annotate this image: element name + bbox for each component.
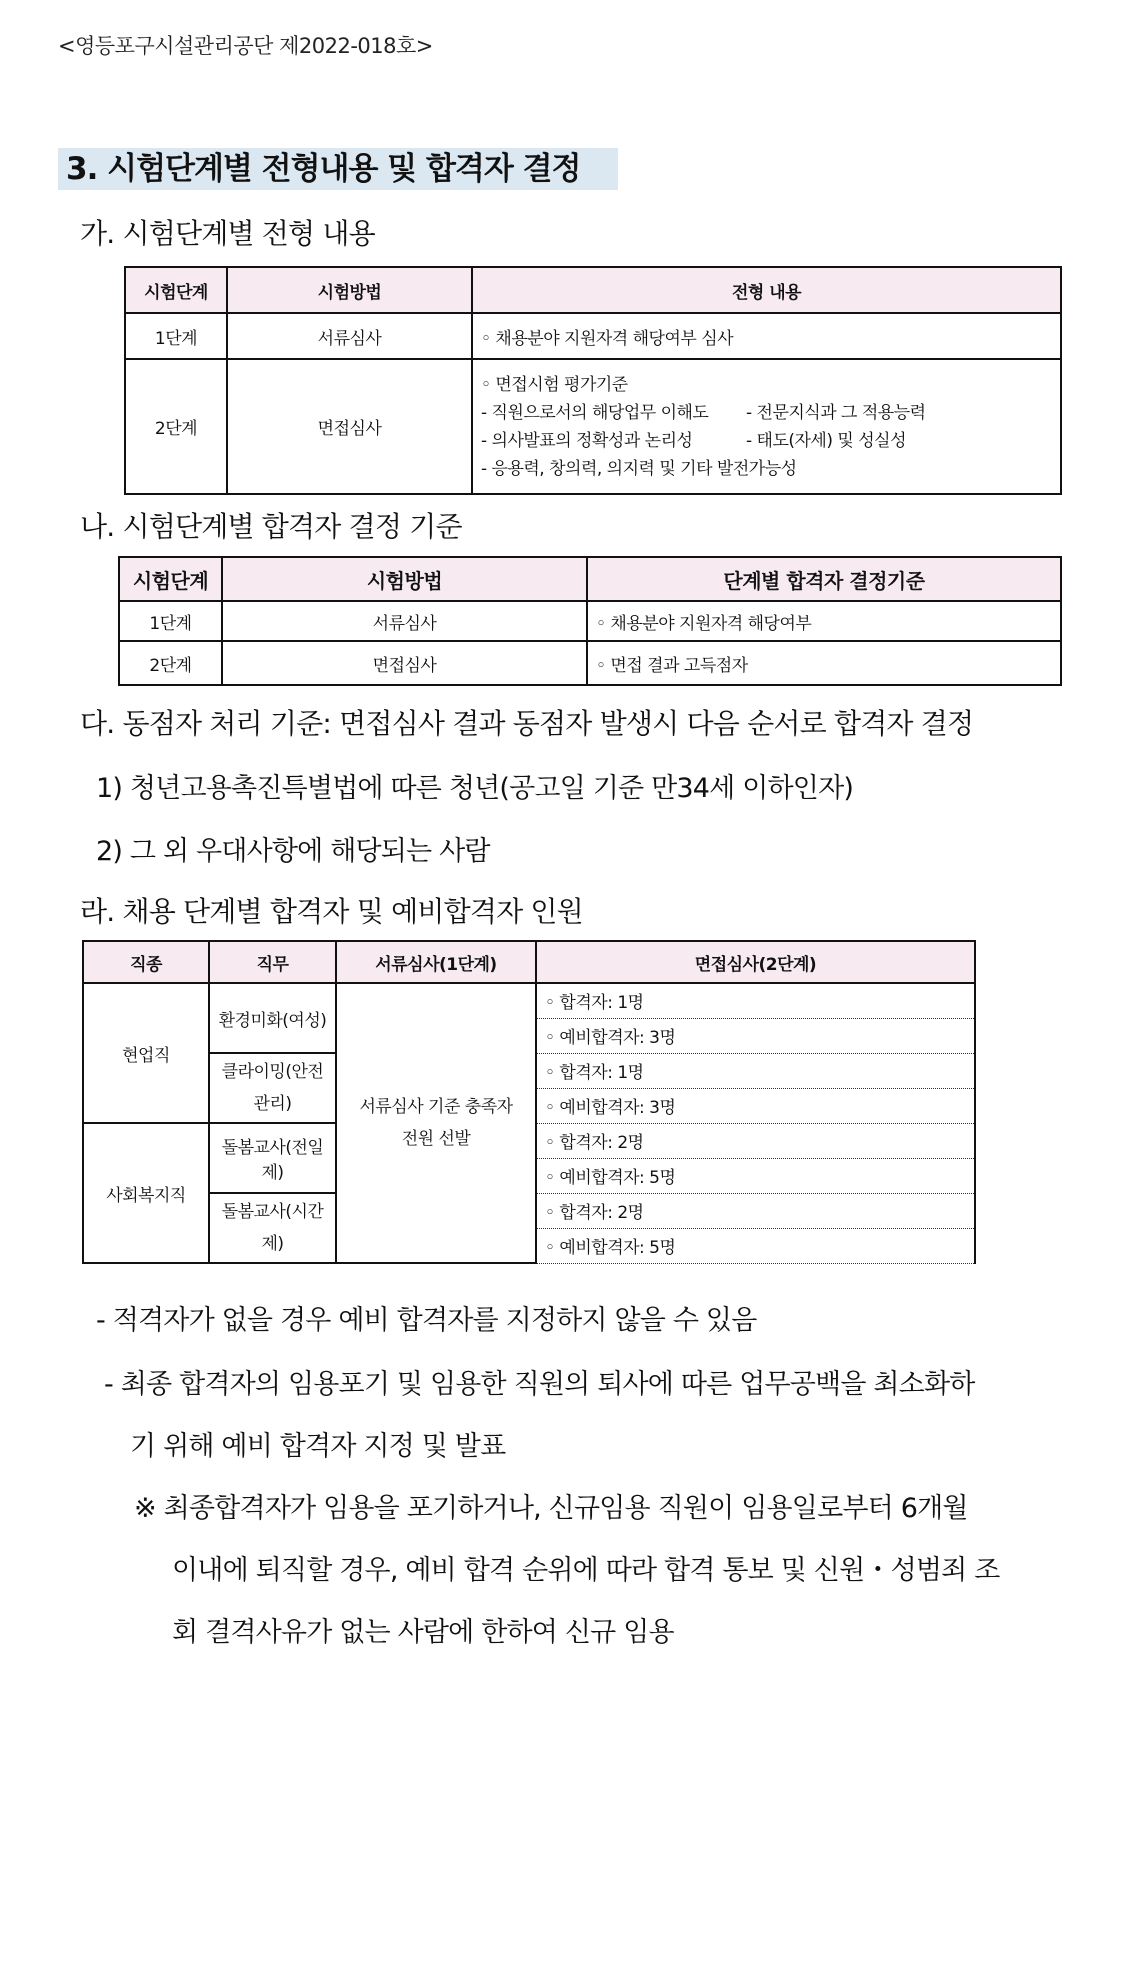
subsection-ga: 가. 시험단계별 전형 내용 bbox=[80, 217, 375, 250]
criteria-line bbox=[481, 399, 1052, 427]
criteria-item: - 의사발표의 정확성과 논리성 bbox=[481, 430, 693, 451]
doc-review-cell bbox=[336, 983, 536, 1263]
method-cell: 면접심사 bbox=[222, 641, 587, 685]
document-number: <영등포구시설관리공단 제2022-018호> bbox=[58, 34, 433, 58]
headcount-table bbox=[82, 940, 976, 1264]
content-cell: ◦ 채용분야 지원자격 해당여부 심사 bbox=[472, 313, 1061, 359]
doc-review-line: 전원 선발 bbox=[401, 1129, 471, 1149]
subsection-da: 다. 동점자 처리 기준: 면접심사 결과 동점자 발생시 다음 순서로 합격자 결정 bbox=[80, 707, 974, 740]
tie-rule-1: 1) 청년고용촉진특별법에 따른 청년(공고일 기준 만34세 이하인자) bbox=[96, 773, 854, 804]
method-cell: 서류심사 bbox=[227, 313, 472, 359]
header-job-type: 직종 bbox=[83, 941, 209, 983]
stage-cell: 2단계 bbox=[125, 359, 227, 494]
interview-cell: ◦ 합격자: 2명 bbox=[536, 1193, 975, 1228]
criteria-item: - 직원으로서의 해당업무 이해도 bbox=[481, 402, 709, 423]
interview-cell: ◦ 합격자: 1명 bbox=[536, 1053, 975, 1088]
pass-criteria-table bbox=[118, 556, 1062, 686]
criteria-line bbox=[481, 427, 1052, 455]
job-cell bbox=[209, 1053, 336, 1123]
note-no-qualified: - 적격자가 없을 경우 예비 합격자를 지정하지 않을 수 있음 bbox=[96, 1305, 757, 1336]
note-appointment-line1: ※ 최종합격자가 임용을 포기하거나, 신규임용 직원이 임용일로부터 6개월 bbox=[134, 1493, 968, 1524]
note-reserve-line1: - 최종 합격자의 임용포기 및 임용한 직원의 퇴사에 따른 업무공백을 최소화하 bbox=[104, 1369, 975, 1400]
job-label: 돌봄교사(시간 bbox=[221, 1202, 324, 1222]
doc-review-line: 서류심사 기준 충족자 bbox=[359, 1097, 513, 1117]
criteria-item: - 전문지식과 그 적용능력 bbox=[746, 402, 926, 423]
note-appointment-line3: 회 결격사유가 없는 사람에 한하여 신규 임용 bbox=[172, 1617, 674, 1648]
interview-cell: ◦ 합격자: 2명 bbox=[536, 1123, 975, 1158]
job-type-cell: 사회복지직 bbox=[83, 1123, 209, 1263]
tie-rule-2: 2) 그 외 우대사항에 해당되는 사람 bbox=[96, 836, 490, 867]
header-interview: 면접심사(2단계) bbox=[536, 941, 975, 983]
stage-cell: 2단계 bbox=[119, 641, 222, 685]
stage-cell: 1단계 bbox=[119, 601, 222, 641]
job-label: 관리) bbox=[253, 1094, 292, 1114]
stage-cell: 1단계 bbox=[125, 313, 227, 359]
stage-content-table bbox=[124, 266, 1062, 495]
header-job: 직무 bbox=[209, 941, 336, 983]
job-cell bbox=[209, 1193, 336, 1263]
header-doc-review: 서류심사(1단계) bbox=[336, 941, 536, 983]
job-label: 클라이밍(안전 bbox=[221, 1062, 324, 1082]
note-appointment-line2: 이내에 퇴직할 경우, 예비 합격 순위에 따라 합격 통보 및 신원・성범죄 조 bbox=[172, 1555, 1000, 1586]
job-cell: 환경미화(여성) bbox=[209, 983, 336, 1053]
criteria-item: - 응용력, 창의력, 의지력 및 기타 발전가능성 bbox=[481, 458, 797, 479]
job-label: 제) bbox=[261, 1234, 284, 1254]
job-cell: 돌봄교사(전일제) bbox=[209, 1123, 336, 1193]
criteria-title: ◦ 면접시험 평가기준 bbox=[481, 374, 628, 395]
header-method: 시험방법 bbox=[222, 557, 587, 601]
header-criteria: 단계별 합격자 결정기준 bbox=[587, 557, 1061, 601]
subsection-na: 나. 시험단계별 합격자 결정 기준 bbox=[80, 510, 462, 543]
section-title: 3. 시험단계별 전형내용 및 합격자 결정 bbox=[58, 148, 618, 190]
criteria-item: - 태도(자세) 및 성실성 bbox=[746, 430, 906, 451]
header-content: 전형 내용 bbox=[472, 267, 1061, 313]
header-stage: 시험단계 bbox=[125, 267, 227, 313]
subsection-ra: 라. 채용 단계별 합격자 및 예비합격자 인원 bbox=[80, 895, 583, 928]
method-cell: 면접심사 bbox=[227, 359, 472, 494]
content-cell bbox=[472, 359, 1061, 494]
header-method: 시험방법 bbox=[227, 267, 472, 313]
note-reserve-line2: 기 위해 예비 합격자 지정 및 발표 bbox=[130, 1431, 506, 1462]
interview-cell: ◦ 예비합격자: 3명 bbox=[536, 1088, 975, 1123]
job-type-cell: 현업직 bbox=[83, 983, 209, 1123]
interview-cell: ◦ 예비합격자: 5명 bbox=[536, 1228, 975, 1263]
criteria-cell: ◦ 채용분야 지원자격 해당여부 bbox=[587, 601, 1061, 641]
criteria-cell: ◦ 면접 결과 고득점자 bbox=[587, 641, 1061, 685]
interview-cell: ◦ 예비합격자: 5명 bbox=[536, 1158, 975, 1193]
interview-cell: ◦ 예비합격자: 3명 bbox=[536, 1018, 975, 1053]
method-cell: 서류심사 bbox=[222, 601, 587, 641]
interview-cell: ◦ 합격자: 1명 bbox=[536, 983, 975, 1018]
header-stage: 시험단계 bbox=[119, 557, 222, 601]
